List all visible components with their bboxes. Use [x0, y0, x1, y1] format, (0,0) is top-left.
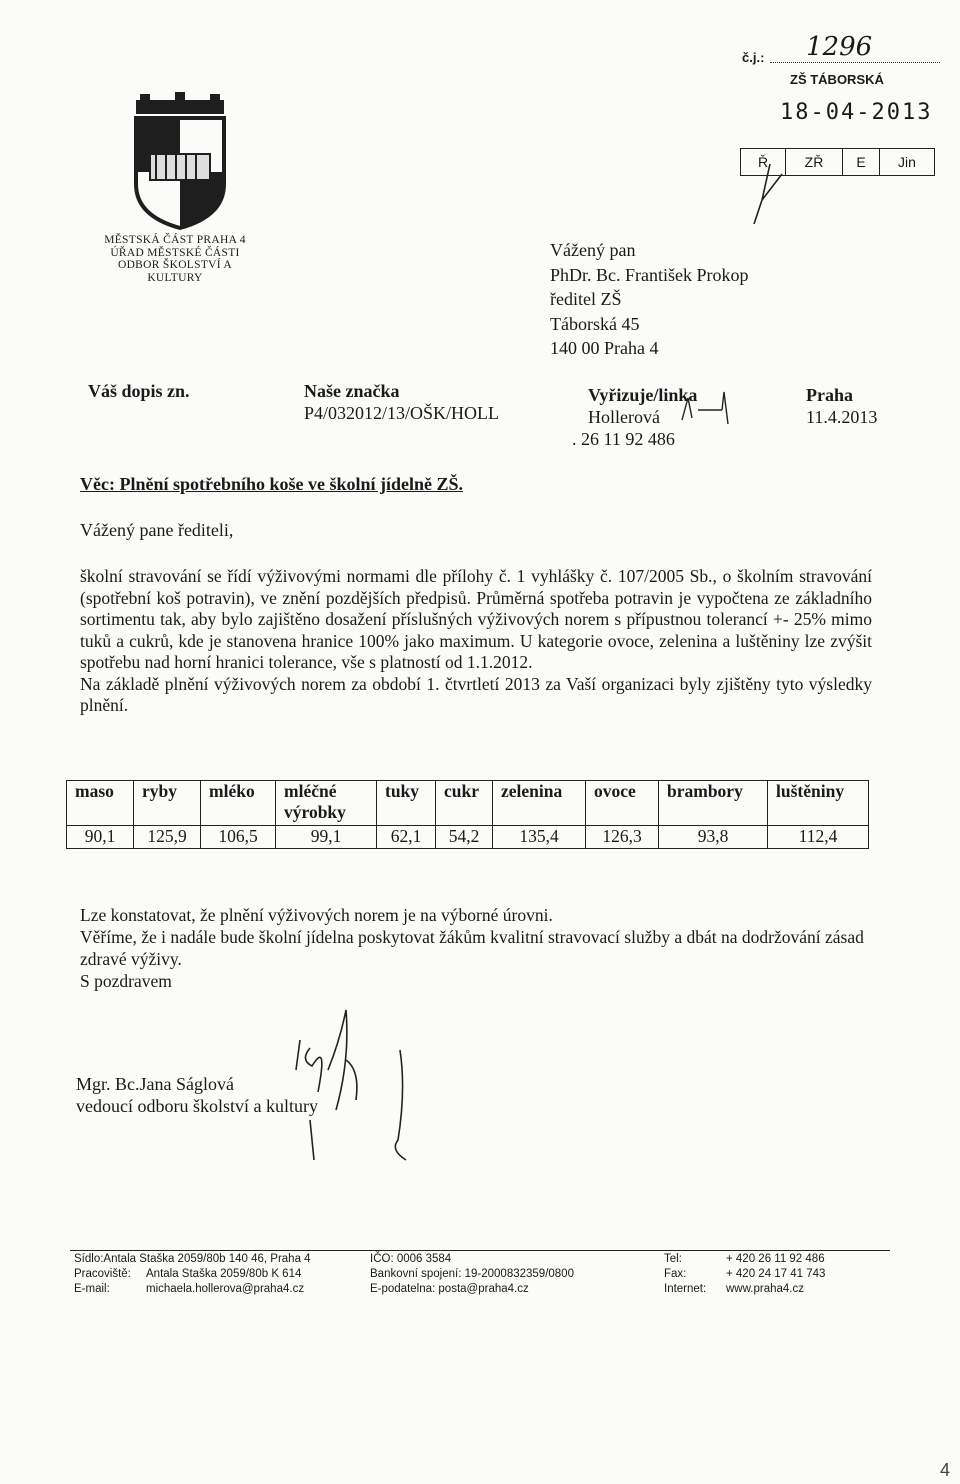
page-number: 4 [940, 1460, 951, 1480]
body-paragraph: školní stravování se řídí výživovými normami dle přílohy č. 1 vyhlášky č. 107/2005 Sb., o školním stravování (spotřební koš potravin), ve znění pozdějších předpisů. Průměrná spotřeba potravin je vypočtena ze základního sortimentu tak, aby bylo zajištěno dosažení příslušných výživových norem s přípustnou tolerancí +- 25% mimo tuků a cukrů, kde je stanovena hranice 100% jako maximum. U kategorie ovoce, zelenina a luštěniny lze zvýšit spotřebu nad horní hranici tolerance, vše s platností od 1.1.2012. [80, 566, 872, 672]
stamp-box: E [843, 149, 880, 175]
footer-ids [370, 1252, 574, 1297]
footer-workplace-label: Pracoviště: [74, 1268, 131, 1280]
letter-date: 11.4.2013 [806, 407, 878, 427]
handled-by: Vyřizuje/linka Hollerová . 26 11 92 486 [572, 385, 698, 449]
handled-by-label: Vyřizuje/linka [588, 385, 698, 405]
stamp-check-mark [748, 160, 808, 230]
table-cell: 54,2 [436, 826, 493, 849]
letter-subject: Věc: Plnění spotřebního koše ve školní jídelně ZŠ. [80, 474, 464, 494]
table-header-row [67, 781, 869, 826]
table-header: zelenina [493, 781, 586, 826]
footer-fax: + 420 24 17 41 743 [726, 1268, 826, 1280]
table-cell: 62,1 [377, 826, 436, 849]
footer-epodatelna: E-podatelna: posta@praha4.cz [370, 1283, 529, 1295]
our-ref-label: Naše značka [304, 381, 400, 401]
addressee-line: Vážený pan [550, 240, 636, 260]
office-line: ODBOR ŠKOLSTVÍ A [117, 259, 233, 271]
footer-fax-label: Fax: [664, 1268, 687, 1280]
office-line: MĚSTSKÁ ČÁST PRAHA 4 [104, 234, 246, 246]
closing-text [80, 904, 880, 992]
table-header: ryby [134, 781, 201, 826]
signer-name: Mgr. Bc.Jana Ságlová [76, 1074, 234, 1094]
addressee-line: PhDr. Bc. František Prokop [550, 264, 749, 285]
handled-by-name: Hollerová [588, 407, 660, 427]
signer-title: vedoucí odboru školství a kultury [76, 1096, 318, 1116]
office-line: ÚŘAD MĚSTSKÉ ČÁSTI [110, 246, 240, 259]
cj-number: 1296 [806, 32, 873, 62]
greeting: S pozdravem [80, 971, 172, 991]
table-header: maso [67, 781, 134, 826]
coat-of-arms-icon [130, 92, 230, 232]
initials-scribble [672, 380, 742, 430]
addressee-line: Táborská 45 [550, 313, 640, 334]
table-header: mléčné výrobky [276, 781, 377, 826]
stamp-box: Ř [741, 149, 786, 175]
table-header: cukr [436, 781, 493, 826]
signer-block [76, 1073, 318, 1117]
table-header: brambory [659, 781, 768, 826]
footer-bank: Bankovní spojení: 19-2000832359/0800 [370, 1268, 574, 1280]
letter-body [80, 566, 872, 717]
addressee-block [550, 238, 749, 361]
table-cell: 126,3 [586, 826, 659, 849]
footer-divider [70, 1250, 890, 1251]
results-table [66, 780, 869, 849]
footer-email[interactable]: michaela.hollerova@praha4.cz [146, 1283, 305, 1295]
place-label: Praha [806, 385, 853, 405]
table-header: mléko [201, 781, 276, 826]
footer-tel-label: Tel: [664, 1253, 682, 1265]
our-ref-value: P4/032012/13/OŠK/HOLL [304, 403, 500, 423]
cj-label: č.j.: [742, 50, 765, 65]
footer-email-label: E-mail: [74, 1283, 110, 1295]
table-cell: 93,8 [659, 826, 768, 849]
table-row [67, 826, 869, 849]
registration-stamp-number [742, 32, 873, 65]
your-letter-label: Váš dopis zn. [88, 381, 190, 401]
place-date [806, 384, 877, 428]
stamp-box: ZŘ [786, 149, 843, 175]
stamp-school-name: ZŠ TÁBORSKÁ [790, 72, 884, 87]
footer-website[interactable]: www.praha4.cz [726, 1283, 804, 1295]
table-cell: 99,1 [276, 826, 377, 849]
office-line: KULTURY [147, 271, 203, 284]
footer-tel: + 420 26 11 92 486 [726, 1253, 825, 1265]
table-header: ovoce [586, 781, 659, 826]
your-letter-ref [88, 380, 190, 402]
closing-line: Lze konstatovat, že plnění výživových norem je na výborné úrovni. [80, 905, 553, 925]
table-cell: 112,4 [768, 826, 869, 849]
body-paragraph: Na základě plnění výživových norem za období 1. čtvrtletí 2013 za Vaší organizaci byly zjištěny tyto výsledky plnění. [80, 673, 872, 715]
cj-dotted-line [770, 62, 940, 63]
closing-line: Věříme, že i nadále bude školní jídelna poskytovat žákům kvalitní stravovací služby a dbát na dodržování zásad zdravé výživy. [80, 927, 864, 969]
footer-ico: IČO: 0006 3584 [370, 1253, 452, 1265]
table-cell: 135,4 [493, 826, 586, 849]
handled-by-phone: 26 11 92 486 [581, 429, 675, 449]
addressee-line: ředitel ZŠ [550, 289, 622, 309]
footer-internet-label: Internet: [664, 1283, 707, 1295]
table-header: tuky [377, 781, 436, 826]
footer-seat: Sídlo:Antala Staška 2059/80b 140 46, Praha 4 [74, 1253, 311, 1265]
table-cell: 90,1 [67, 826, 134, 849]
our-ref [304, 380, 499, 424]
table-cell: 125,9 [134, 826, 201, 849]
footer-address [74, 1252, 311, 1297]
stamp-date: 18-04-2013 [780, 100, 933, 125]
stamp-box: Jin [898, 154, 916, 170]
table-header: luštěniny [768, 781, 869, 826]
table-cell: 106,5 [201, 826, 276, 849]
sender-office-name [80, 234, 270, 284]
letter-salutation: Vážený pane řediteli, [80, 520, 234, 540]
footer-workplace: Antala Staška 2059/80b K 614 [146, 1268, 302, 1280]
footer-contacts [664, 1252, 825, 1297]
addressee-line: 140 00 Praha 4 [550, 338, 659, 358]
